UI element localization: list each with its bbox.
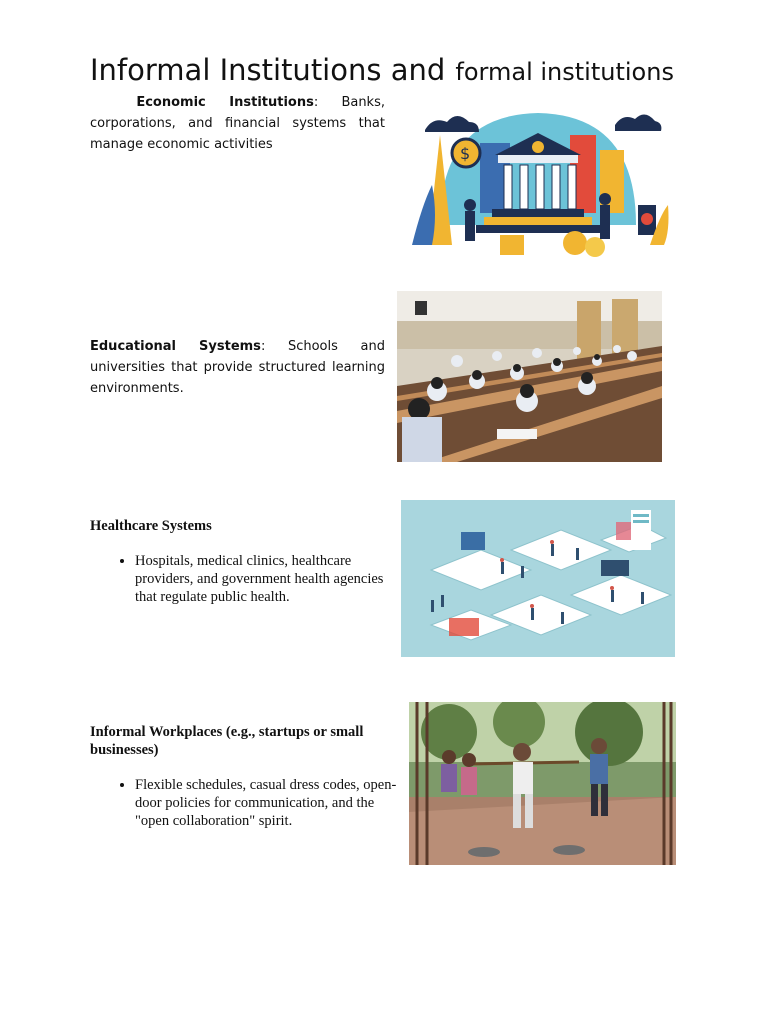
educational-systems-text: Schools and universities that provide structured learning environments. xyxy=(90,339,385,396)
healthcare-systems-list xyxy=(90,552,400,606)
page-title xyxy=(90,50,674,88)
list-item: • Hospitals, medical clinics, healthcare providers, and government health agencies that regulate public health. xyxy=(135,552,400,606)
informal-workplaces-list xyxy=(90,776,400,830)
economic-institutions-text: Banks, corporations, and financial systems that manage economic activities xyxy=(90,95,385,152)
svg-text:$: $ xyxy=(460,144,471,163)
economic-institutions-heading: Economic Institutions xyxy=(136,95,314,110)
list-item: • Flexible schedules, casual dress codes, open-door policies for communication, and the "open collaboration" spirit. xyxy=(135,776,400,830)
educational-systems-heading: Educational Systems xyxy=(90,339,261,354)
healthcare-systems-illustration xyxy=(401,500,675,657)
informal-workplaces-block xyxy=(90,723,400,830)
title-part-1: Informal Institutions and xyxy=(90,53,446,87)
educational-systems-paragraph: Educational Systems: Schools and universities that provide structured learning environments. xyxy=(90,339,385,396)
informal-workplaces-photo xyxy=(409,702,676,865)
title-part-2: formal institutions xyxy=(455,58,674,86)
informal-workplaces-heading: Informal Workplaces (e.g., startups or small businesses) xyxy=(90,724,364,758)
healthcare-systems-heading: Healthcare Systems xyxy=(90,518,212,534)
healthcare-systems-block xyxy=(90,517,400,606)
educational-systems-photo xyxy=(397,291,662,462)
economic-institutions-illustration xyxy=(400,95,676,261)
economic-institutions-paragraph: Economic Institutions: Banks, corporations, and financial systems that manage economic activities xyxy=(90,95,385,152)
